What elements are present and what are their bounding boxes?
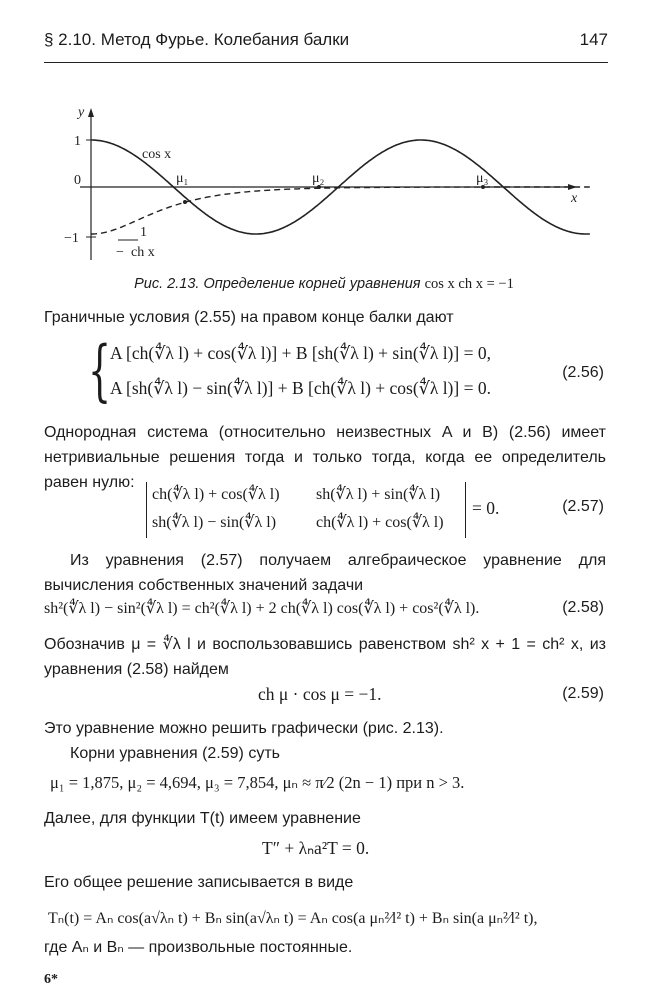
header-rule bbox=[44, 62, 608, 63]
figure-cos-ch-graph bbox=[60, 100, 590, 270]
system-line-2: A [sh(∜λ l) − sin(∜λ l)] + B [ch(∜λ l) + cos(∜λ l)] = 0. bbox=[110, 378, 491, 398]
figure-caption bbox=[0, 276, 648, 293]
mu3-label: μ₃ bbox=[476, 171, 489, 186]
det-r2c1: sh(∜λ l) − sin(∜λ l) bbox=[152, 514, 277, 531]
paragraph-1: Граничные условия (2.55) на правом конце балки дают bbox=[44, 309, 454, 326]
determinant-left-bar bbox=[146, 482, 147, 538]
equation-number-2-59: (2.59) bbox=[562, 685, 604, 702]
system-brace: { bbox=[88, 332, 112, 409]
det-r1c1: ch(∜λ l) + cos(∜λ l) bbox=[152, 486, 280, 503]
running-header bbox=[44, 30, 608, 50]
equation-T: T″ + λₙa²T = 0. bbox=[262, 838, 370, 858]
x-axis-label: x bbox=[571, 191, 578, 206]
section-title: § 2.10. Метод Фурье. Колебания балки bbox=[44, 30, 350, 49]
minus-inverse-ch-curve bbox=[91, 187, 590, 234]
roots-line: μ₁ = 1,875, μ₂ = 4,694, μ₃ = 7,854, μₙ ≈ π⁄2 (2n − 1) при n > 3. bbox=[50, 773, 465, 792]
paragraph-7: Далее, для функции T(t) имеем уравнение bbox=[44, 810, 361, 827]
paragraph-8: Его общее решение записывается в виде bbox=[44, 874, 354, 891]
frac-denominator: ch x bbox=[131, 245, 155, 260]
page-number: 147 bbox=[579, 30, 608, 49]
tick-label-one: 1 bbox=[74, 134, 81, 149]
tick-label-zero: 0 bbox=[74, 173, 81, 188]
caption-text: Рис. 2.13. Определение корней уравнения bbox=[134, 276, 421, 292]
paragraph-5: Это уравнение можно решить графически (рис. 2.13). bbox=[44, 720, 444, 737]
mu1-label: μ₁ bbox=[176, 171, 189, 186]
equation-number-2-56: (2.56) bbox=[562, 364, 604, 381]
mu2-label: μ₂ bbox=[312, 171, 325, 186]
cos-label: cos x bbox=[142, 147, 172, 162]
y-axis-arrow bbox=[88, 108, 94, 117]
equation-2-58: sh²(∜λ l) − sin²(∜λ l) = ch²(∜λ l) + 2 ch(∜λ l) cos(∜λ l) + cos²(∜λ l). bbox=[44, 600, 480, 617]
paragraph-4: Обозначив μ = ∜λ l и воспользовавшись равенством sh² x + 1 = ch² x, из уравнения (2.58) найдем bbox=[44, 636, 606, 678]
det-r2c2: ch(∜λ l) + cos(∜λ l) bbox=[316, 514, 444, 531]
equation-number-2-57: (2.57) bbox=[562, 498, 604, 515]
paragraph-3: Из уравнения (2.57) получаем алгебраическое уравнение для вычисления собственных значений задачи bbox=[44, 552, 606, 594]
signature-mark: 6* bbox=[44, 972, 58, 987]
paragraph-9: где Aₙ и Bₙ — произвольные постоянные. bbox=[44, 939, 353, 956]
paragraph-6: Корни уравнения (2.59) суть bbox=[70, 745, 280, 762]
frac-minus: − bbox=[116, 245, 124, 260]
frac-numerator: 1 bbox=[140, 225, 147, 240]
y-axis-label: y bbox=[78, 105, 85, 120]
system-line-1: A [ch(∜λ l) + cos(∜λ l)] + B [sh(∜λ l) + sin(∜λ l)] = 0, bbox=[110, 343, 491, 363]
equation-2-59: ch μ · cos μ = −1. bbox=[258, 684, 382, 704]
root-point-1 bbox=[183, 200, 187, 204]
paragraph-2: Однородная система (относительно неизвестных A и B) (2.56) имеет нетривиальные решения тогда и только тогда, когда ее определитель равен нулю: bbox=[44, 424, 606, 491]
caption-equation: cos x ch x = −1 bbox=[424, 276, 514, 292]
det-r1c2: sh(∜λ l) + sin(∜λ l) bbox=[316, 486, 441, 503]
tick-label-minus-one: −1 bbox=[64, 231, 79, 246]
det-rhs: = 0. bbox=[472, 498, 500, 518]
equation-Tn: Tₙ(t) = Aₙ cos(a√λₙ t) + Bₙ sin(a√λₙ t) = Aₙ cos(a μₙ²⁄l² t) + Bₙ sin(a μₙ²⁄l² t), bbox=[48, 910, 538, 927]
determinant-right-bar bbox=[465, 482, 466, 538]
equation-number-2-58: (2.58) bbox=[562, 599, 604, 616]
